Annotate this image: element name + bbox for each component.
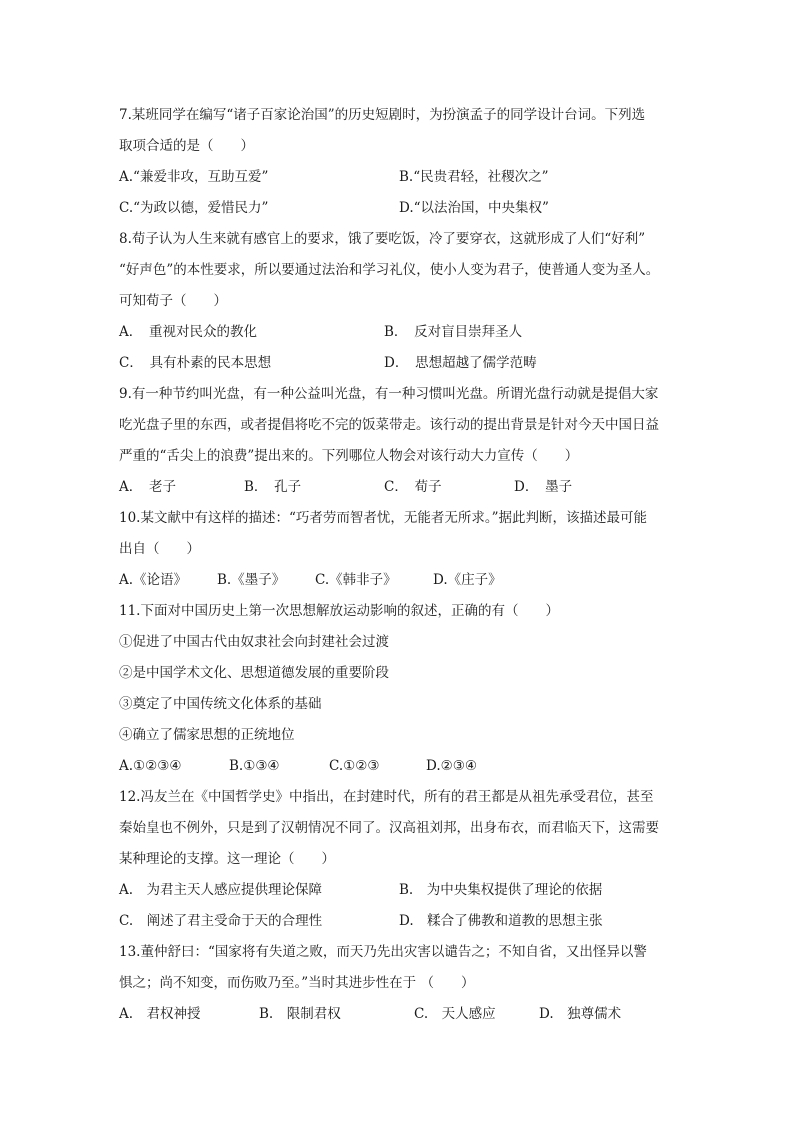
q9-option-a: A． 老子 bbox=[119, 479, 176, 495]
q9-option-d: D． 墨子 bbox=[514, 479, 573, 495]
q11-option-d: D.②③④ bbox=[426, 758, 477, 774]
q9-stem-line1: 9.有一种节约叫光盘，有一种公益叫光盘，有一种习惯叫光盘。所谓光盘行动就是提倡大家 bbox=[119, 386, 659, 402]
q11-stem-line1: 11.下面对中国历史上第一次思想解放运动影响的叙述，正确的有（ ） bbox=[119, 603, 559, 619]
q10-option-d: D.《庄子》 bbox=[433, 572, 502, 588]
q7-stem-line1: 7.某班同学在编写“诸子百家论治国”的历史短剧时，为扮演孟子的同学设计台词。下列选 bbox=[119, 107, 646, 123]
q13-options-row bbox=[119, 999, 679, 1030]
q13-option-c: C. 天人感应 bbox=[414, 1006, 496, 1022]
q12-option-a: A. 为君主天人感应提供理论保障 bbox=[119, 882, 323, 898]
q13-option-a: A. 君权神授 bbox=[119, 1006, 201, 1022]
q11-option-c: C.①②③ bbox=[329, 758, 380, 774]
q12-option-d: D. 糅合了佛教和道教的思想主张 bbox=[399, 913, 603, 929]
q8-stem-line2: “好声色”的本性要求，所以要通过法治和学习礼仪，使小人变为君子，使普通人变为圣人。 bbox=[119, 262, 660, 278]
question-list bbox=[119, 100, 679, 1030]
q12-option-b: B. 为中央集权提供了理论的依据 bbox=[399, 882, 603, 898]
q7-option-c: C.“为政以德，爱惜民力” bbox=[119, 200, 269, 216]
q7-option-d: D.“以法治国，中央集权” bbox=[399, 200, 549, 216]
q11-statement-4: ④确立了儒家思想的正统地位 bbox=[119, 727, 295, 743]
q9-option-c: C． 荀子 bbox=[384, 479, 442, 495]
q7-options-row1 bbox=[119, 162, 679, 193]
q12-stem-line1: 12.冯友兰在《中国哲学史》中指出，在封建时代，所有的君王都是从祖先承受君位，甚至 bbox=[119, 789, 654, 805]
q11-options-row bbox=[119, 751, 679, 782]
q9-stem-line2: 吃光盘子里的东西，或者提倡将吃不完的饭菜带走。该行动的提出背景是针对今天中国日益 bbox=[119, 417, 659, 433]
q9-stem-line3: 严重的“舌尖上的浪费”提出来的。下列哪位人物会对该行动大力宣传（ ） bbox=[119, 448, 579, 464]
q12-options-row2 bbox=[119, 906, 679, 937]
q7-stem-line2: 取项合适的是（ ） bbox=[119, 138, 254, 154]
q11-statement-3: ③奠定了中国传统文化体系的基础 bbox=[119, 696, 322, 712]
q11-statement-2: ②是中国学术文化、思想道德发展的重要阶段 bbox=[119, 665, 389, 681]
q8-options-row2 bbox=[119, 348, 679, 379]
q7-option-b: B.“民贵君轻，社稷次之” bbox=[399, 169, 549, 185]
q10-stem-line2: 出自（ ） bbox=[119, 541, 200, 557]
q10-option-c: C.《韩非子》 bbox=[315, 572, 397, 588]
q13-option-b: B. 限制君权 bbox=[259, 1006, 341, 1022]
q7-option-a: A.“兼爱非攻，互助互爱” bbox=[119, 169, 269, 185]
q13-option-d: D. 独尊儒术 bbox=[539, 1006, 622, 1022]
q12-option-c: C. 阐述了君主受命于天的合理性 bbox=[119, 913, 323, 929]
q8-stem-line1: 8.荀子认为人生来就有感官上的要求，饿了要吃饭，冷了要穿衣，这就形成了人们“好利” bbox=[119, 231, 646, 247]
q10-option-b: B.《墨子》 bbox=[217, 572, 286, 588]
q11-option-b: B.①③④ bbox=[229, 758, 280, 774]
q10-options-row bbox=[119, 565, 679, 596]
q8-option-d: D． 思想超越了儒学范畴 bbox=[384, 355, 537, 371]
q12-stem-line2: 秦始皇也不例外，只是到了汉朝情况不同了。汉高祖刘邦，出身布衣，而君临天下，这需要 bbox=[119, 820, 659, 836]
q8-option-c: C． 具有朴素的民本思想 bbox=[119, 355, 272, 371]
q13-stem-line1: 13.董仲舒曰：“国家将有失道之败，而天乃先出灾害以谴告之；不知自省，又出怪异以警 bbox=[119, 944, 647, 960]
q8-option-a: A． 重视对民众的教化 bbox=[119, 324, 257, 340]
q8-option-b: B． 反对盲目崇拜圣人 bbox=[384, 324, 523, 340]
q10-option-a: A.《论语》 bbox=[119, 572, 188, 588]
q12-options-row1 bbox=[119, 875, 679, 906]
q7-options-row2 bbox=[119, 193, 679, 224]
q12-stem-line3: 某种理论的支撑。这一理论（ ） bbox=[119, 851, 335, 867]
q9-option-b: B． 孔子 bbox=[244, 479, 302, 495]
q11-option-a: A.①②③④ bbox=[119, 758, 182, 774]
q9-options-row bbox=[119, 472, 679, 503]
q13-stem-line2: 惧之；尚不知变，而伤败乃至。”当时其进步性在于 （ ） bbox=[119, 975, 475, 991]
q11-statement-1: ①促进了中国古代由奴隶社会向封建社会过渡 bbox=[119, 634, 389, 650]
q10-stem-line1: 10.某文献中有这样的描述：“巧者劳而智者忧，无能者无所求。”据此判断，该描述最可能 bbox=[119, 510, 648, 526]
q8-options-row1 bbox=[119, 317, 679, 348]
q8-stem-line3: 可知荀子（ ） bbox=[119, 293, 227, 309]
